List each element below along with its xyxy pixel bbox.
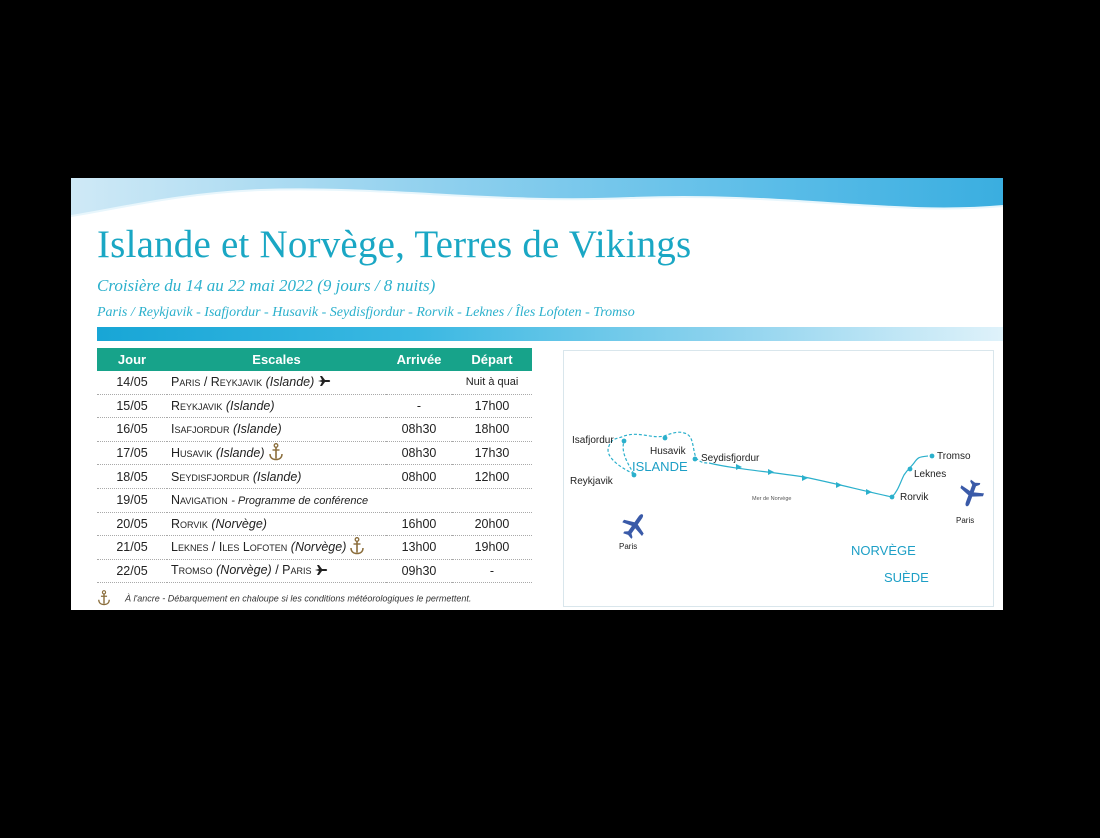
map-label-islande: ISLANDE: [632, 459, 688, 474]
map-label-mer: Mer de Norvège: [752, 496, 792, 502]
day-cell: 20/05: [97, 512, 167, 536]
arrival-cell: 16h00: [386, 512, 452, 536]
port-name: Leknes / Iles Lofoten: [171, 539, 288, 554]
day-cell: 18/05: [97, 465, 167, 489]
arrival-cell: 08h00: [386, 465, 452, 489]
port-cell: [167, 394, 386, 418]
map-label-leknes: Leknes: [914, 469, 947, 480]
page-title: Islande et Norvège, Terres de Vikings: [97, 223, 692, 266]
port-cell: [167, 465, 386, 489]
map-label-husavik: Husavik: [650, 446, 686, 457]
departure-cell: 17h00: [452, 394, 532, 418]
table-row: [97, 441, 532, 465]
map-label-norvege: NORVÈGE: [851, 543, 916, 558]
schedule-table: [97, 348, 532, 583]
itinerary-card: [71, 178, 1003, 610]
route-arrows: [736, 464, 872, 495]
departure-cell: 12h00: [452, 465, 532, 489]
arrival-cell: 09h30: [386, 559, 452, 583]
departure-cell: 19h00: [452, 536, 532, 560]
footer-note-text: À l'ancre - Débarquement en chaloupe si les conditions météorologiques le permettent.: [125, 593, 472, 604]
port-name-return: / Paris: [275, 563, 312, 578]
port-cell: [167, 418, 386, 442]
arrival-cell: 08h30: [386, 418, 452, 442]
departure-cell: 20h00: [452, 512, 532, 536]
port-name: Reykjavik: [171, 398, 223, 413]
port-name: Seydisfjordur: [171, 469, 250, 484]
country-name: (Islande): [215, 445, 265, 460]
country-name: (Islande): [225, 398, 275, 413]
port-cell: [167, 371, 386, 394]
anchor-icon: [349, 537, 365, 558]
table-row: [97, 559, 532, 583]
map-label-suede: SUÈDE: [884, 570, 929, 585]
port-cell: [167, 512, 386, 536]
plane-icon: [955, 477, 987, 510]
departure-cell: 18h00: [452, 418, 532, 442]
day-cell: 21/05: [97, 536, 167, 560]
port-name: Rorvik: [171, 516, 208, 531]
cruise-dates: Croisière du 14 au 22 mai 2022 (9 jours / 8 nuits): [97, 276, 436, 295]
day-cell: 22/05: [97, 559, 167, 583]
day-cell: 14/05: [97, 371, 167, 394]
table-row: [97, 371, 532, 394]
table-row: [97, 465, 532, 489]
day-cell: 15/05: [97, 394, 167, 418]
country-name: (Islande): [232, 422, 282, 437]
program-note: - Programme de conférence: [231, 495, 369, 508]
day-cell: 16/05: [97, 418, 167, 442]
route-summary: Paris / Reykjavik - Isafjordur - Husavik - Seydisfjordur - Rorvik - Leknes / Îles Lofoten - Tromso: [97, 305, 635, 320]
departure-cell: 17h30: [452, 441, 532, 465]
plane-icon: [617, 507, 652, 542]
country-name: (Norvège): [211, 516, 267, 531]
country-name: (Norvège): [290, 539, 347, 554]
port-cell: [167, 441, 386, 465]
country-name: (Norvège): [216, 563, 272, 578]
port-cell: [167, 488, 532, 512]
country-name: (Islande): [252, 469, 302, 484]
arrival-cell: [386, 371, 452, 394]
header-day: Jour: [97, 348, 167, 371]
port-name: Paris / Reykjavik: [171, 374, 263, 389]
table-row: [97, 394, 532, 418]
table-header-row: [97, 348, 532, 371]
accent-bar: [97, 327, 1003, 341]
table-row: [97, 418, 532, 442]
anchor-icon: [268, 443, 284, 464]
arrival-cell: -: [386, 394, 452, 418]
departure-cell: -: [452, 559, 532, 583]
country-name: (Islande): [265, 374, 315, 389]
map-label-paris-left: Paris: [619, 542, 638, 551]
day-cell: 17/05: [97, 441, 167, 465]
header-departure: Départ: [452, 348, 532, 371]
port-name: Tromso: [171, 563, 213, 578]
route-map: [563, 350, 994, 607]
day-cell: 19/05: [97, 488, 167, 512]
port-name: Navigation: [171, 493, 228, 508]
header-arrival: Arrivée: [386, 348, 452, 371]
table-row: [97, 512, 532, 536]
port-name: Isafjordur: [171, 422, 230, 437]
map-label-rorvik: Rorvik: [900, 492, 929, 503]
plane-icon: [317, 375, 331, 390]
port-cell: [167, 536, 386, 560]
arrival-cell: 08h30: [386, 441, 452, 465]
footer-note: [97, 590, 471, 608]
anchor-icon: [97, 590, 111, 608]
port-cell: [167, 559, 386, 583]
map-label-isafjordur: Isafjordur: [572, 435, 614, 446]
map-label-paris-right: Paris: [956, 516, 975, 525]
table-row: [97, 488, 532, 512]
map-label-reykjavik: Reykjavik: [570, 476, 613, 487]
arrival-cell: 13h00: [386, 536, 452, 560]
header-port: Escales: [167, 348, 386, 371]
plane-icon: [314, 564, 328, 579]
departure-cell: Nuit à quai: [452, 371, 532, 394]
port-name: Husavik: [171, 445, 213, 460]
map-label-tromso: Tromso: [937, 451, 971, 462]
map-label-seydisfjordur: Seydisfjordur: [701, 453, 760, 464]
table-row: [97, 536, 532, 560]
